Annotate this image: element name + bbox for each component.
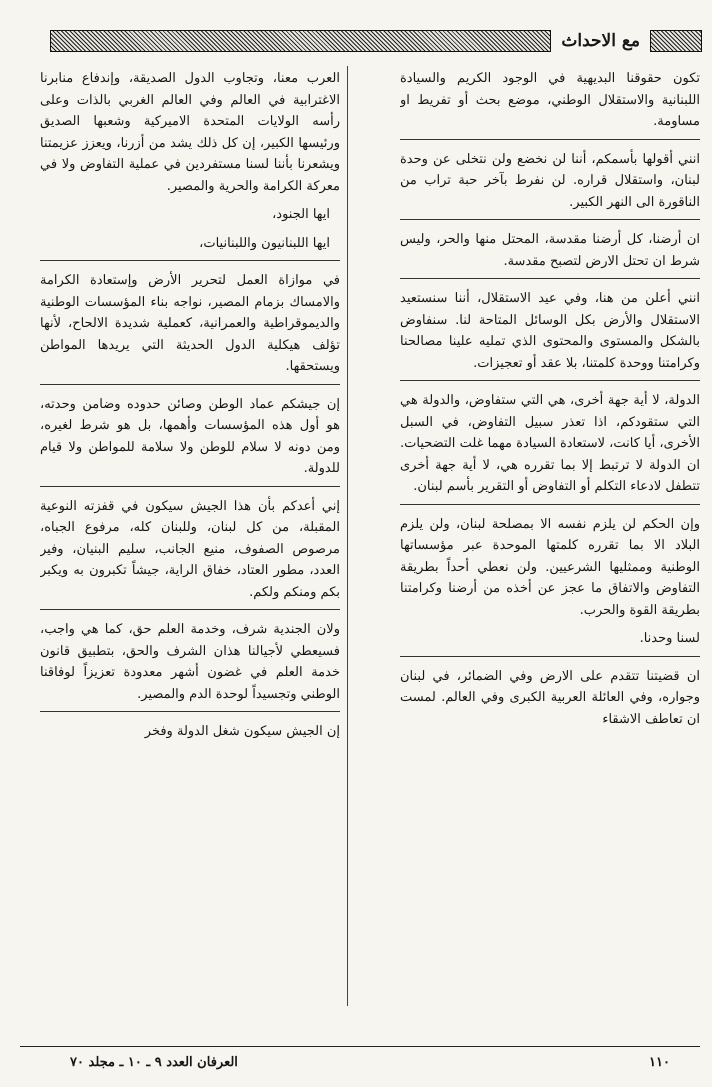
paragraph: إن الجيش سيكون شغل الدولة وفخر [144,724,340,739]
page-footer [20,1052,700,1072]
footer-rule [20,1046,700,1047]
page-number: ١١٠ [649,1054,670,1070]
paragraph: إني أعدكم بأن هذا الجيش سيكون في قفزته النوعية المقبلة، من كل لبنان، وللبنان كله، مرفوع الجباه، مرصوص الصفوف، منيع الجانب، سليم البنيان، وفير العدد، مطور العتاد، خفاق الراية، جيشاً تكبرون به ويكبر بكم ومنكم ولكم. [40,496,340,611]
left-column [40,68,340,1012]
article-body [40,68,700,1012]
paragraph: ايها اللبنانيون واللبنانيات، [40,233,340,262]
paragraph: لسنا وحدنا. [400,628,700,657]
issue-info: العرفان العدد ٩ ـ ١٠ ـ مجلد ٧٠ [70,1054,238,1070]
paragraph: ان قضيتنا تتقدم على الارض وفي الضمائر، في لبنان وجواره، وفي العائلة العربية الكبرى وفي العالم. لمست ان تعاطف الاشقاء [400,668,700,727]
paragraph: انني أقولها بأسمكم، أننا لن نخضع ولن نتخلى عن وحدة لبنان، واستقلال قراره. لن نفرط بآخر حبة تراب من الناقورة الى النهر الكبير. [400,149,700,221]
paragraph: انني أعلن من هنا، وفي عيد الاستقلال، أننا سنستعيد الاستقلال والأرض بكل الوسائل المتاحة لنا. سنفاوض بالشكل والمستوى والمحتوى الذي تمليه علينا مصالحنا وكرامتنا ووحدة كلمتنا، بلا عقد أو تعجيزات. [400,288,700,381]
paragraph: ولان الجندية شرف، وخدمة العلم حق، كما هي واجب، فسيعطي لأجيالنا هذان الشرف والحق، بتطبيق قانون خدمة العلم في غضون أشهر معدودة تعزيزاً لوفاقنا الوطني وتجسيداً لوحدة الدم والمصير. [40,619,340,712]
section-title: مع الاحداث [551,30,650,52]
right-column [400,68,700,1012]
paragraph: الدولة، لا أية جهة أخرى، هي التي ستفاوض، والدولة هي التي ستقودكم، اذا تعذر سبيل التفاوض، في السبل الأخرى، أيا كانت، لاستعادة السيادة مهما غلت التضحيات. ان الدولة لا ترتبط إلا بما تقرره هي، لا أية جهة أخرى تتطفل لادعاء التكلم أو التفاوض أو التقرير بأسم لبنان. [400,390,700,505]
paragraph: وإن الحكم لن يلزم نفسه الا بمصلحة لبنان، ولن يلزم البلاد الا بما تقرره كلمتها الموحدة عبر مؤسساتها الوطنية وممثليها الشرعيين. ولن نعطي أحداً بطريقة التفاوض والاتفاق ما عجز عن أخذه من أرضنا وكرامتنا بطريقة القوة والحرب. [400,516,700,618]
header-ornament-right [650,30,702,52]
paragraph: العرب معنا، وتجاوب الدول الصديقة، وإندفاع منابرنا الاغترابية في العالم وفي العالم الغربي بالذات وعلى رأسه الولايات المتحدة الاميركية وشعبها الصديق ورئيسها الكبير، إن كل ذلك يشد من أزرنا، ويعزز عزيمتنا ويشعرنا بأننا لسنا مستفردين في عملية التفاوض ولا في معركة الكرامة والحرية والمصير. [40,71,340,194]
header-ornament-left [50,30,551,52]
paragraph: تكون حقوقنا البديهية في الوجود الكريم والسيادة اللبنانية والاستقلال الوطني، موضع بحث أو تفريط او مساومة. [400,68,700,140]
paragraph: إن جيشكم عماد الوطن وصائن حدوده وضامن وحدته، هو أول هذه المؤسسات وأهمها، بل هو شرط لغيره، ومن دونه لا سلام للوطن ولا سلامة للمواطن ولا قيام للدولة. [40,394,340,487]
section-header [50,28,702,54]
paragraph: ايها الجنود، [272,207,330,222]
paragraph: في موازاة العمل لتحرير الأرض وإستعادة الكرامة والامساك بزمام المصير، نواجه بناء المؤسسات الوطنية والديموقراطية والعمرانية، كعملية شديدة الالحاح، لأنها تؤلف هيكلية الدول الحديثة التي يريدها المواطن ويستحقها. [40,270,340,385]
paragraph: ان أرضنا، كل أرضنا مقدسة، المحتل منها والحر، وليس شرط ان تحتل الارض لتصبح مقدسة. [400,229,700,279]
